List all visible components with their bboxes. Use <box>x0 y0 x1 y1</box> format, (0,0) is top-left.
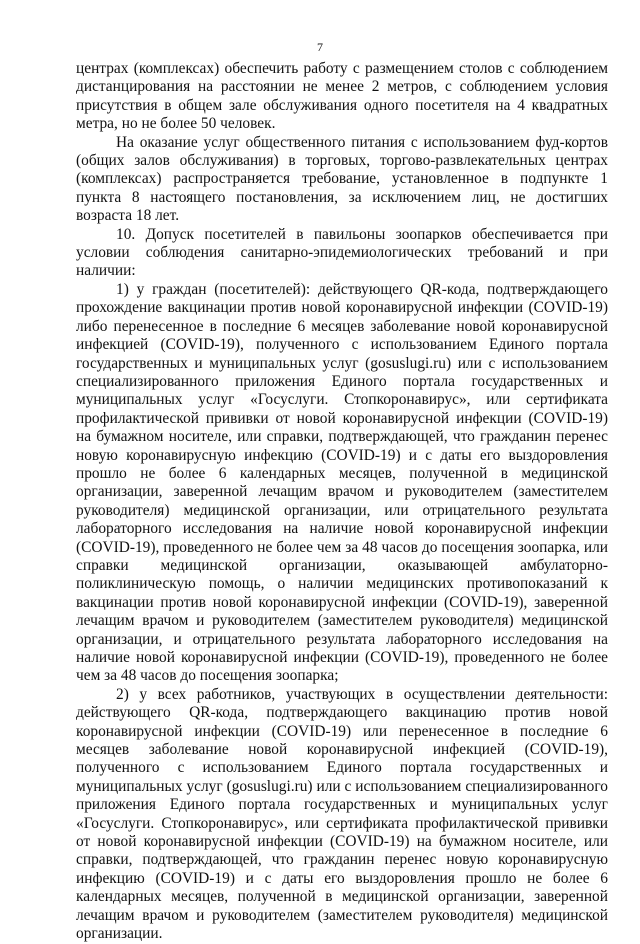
paragraph-subitem-2-workers: 2) у всех работников, участвующих в осуществлении деятельности: действующего QR-кода, подтверждающего вакцинацию против новой коронавирусной инфекции (COVID-19) или перенесенное в последние 6 месяцев заболевание новой коронавирусной инфекцией (COVID-19), полученного с использованием Единого портала государственных и муниципальных услуг (gosuslugi.ru) или с использованием специализированного приложения Единого портала государственных и муниципальных услуг «Госуслуги. Стопкоронавирус», или сертификата профилактической прививки от новой коронавирусной инфекции (COVID-19) на бумажном носителе, или справки, подтверждающей, что гражданин перенес новую коронавирусную инфекцию (COVID-19) и с даты его выздоровления прошло не более 6 календарных месяцев, полученной в медицинской организации, заверенной лечащим врачом и руководителем (заместителем руководителя) медицинской организации. <box>76 685 608 943</box>
page-number: 7 <box>317 40 323 54</box>
paragraph-subitem-1-visitors: 1) у граждан (посетителей): действующего QR-кода, подтверждающего прохождение вакцинации против новой коронавирусной инфекции (COVID-19) либо перенесенное в последние 6 месяцев заболевание новой коронавирусной инфекцией (COVID-19), полученного с использованием Единого портала государственных и муниципальных услуг (gosuslugi.ru) или с использованием специализированного приложения Единого портала государственных и муниципальных услуг «Госуслуги. Стопкоронавирус», или сертификата профилактической прививки от новой коронавирусной инфекции (COVID-19) на бумажном носителе, или справки, подтверждающей, что гражданин перенес новую коронавирусную инфекцию (COVID-19) и с даты его выздоровления прошло не более 6 календарных месяцев, полученной в медицинской организации, заверенной лечащим врачом и руководителем (заместителем руководителя) медицинской организации, или отрицательного результата лабораторного исследования на наличие новой коронавирусной инфекции (COVID-19), проведенного не более чем за 48 часов до посещения зоопарка, или справки медицинской организации, оказывающей амбулаторно-поликлиническую помощь, о наличии медицинских противопоказаний к вакцинации против новой коронавирусной инфекции (COVID-19), заверенной лечащим врачом и руководителем (заместителем руководителя) медицинской организации, и отрицательного результата лабораторного исследования на наличие новой коронавирусной инфекции (COVID-19), проведенного не более чем за 48 часов до посещения зоопарка; <box>76 280 608 685</box>
paragraph-item-10-zoo-admission: 10. Допуск посетителей в павильоны зоопарков обеспечивается при условии соблюдения санитарно-эпидемиологических требований и при наличии: <box>76 225 608 280</box>
document-body <box>76 60 608 944</box>
paragraph-food-courts: На оказание услуг общественного питания с использованием фуд-кортов (общих залов обслуживания) в торговых, торгово-развлекательных центрах (комплексах) распространяется требование, установленное в подпункте 1 пункта 8 настоящего постановления, за исключением лиц, не достигших возраста 18 лет. <box>76 133 608 225</box>
paragraph-continuation: центрах (комплексах) обеспечить работу с размещением столов с соблюдением дистанцирования на расстоянии не менее 2 метров, с соблюдением условия присутствия в общем зале обслуживания одного посетителя на 4 квадратных метра, но не более 50 человек. <box>76 60 608 133</box>
